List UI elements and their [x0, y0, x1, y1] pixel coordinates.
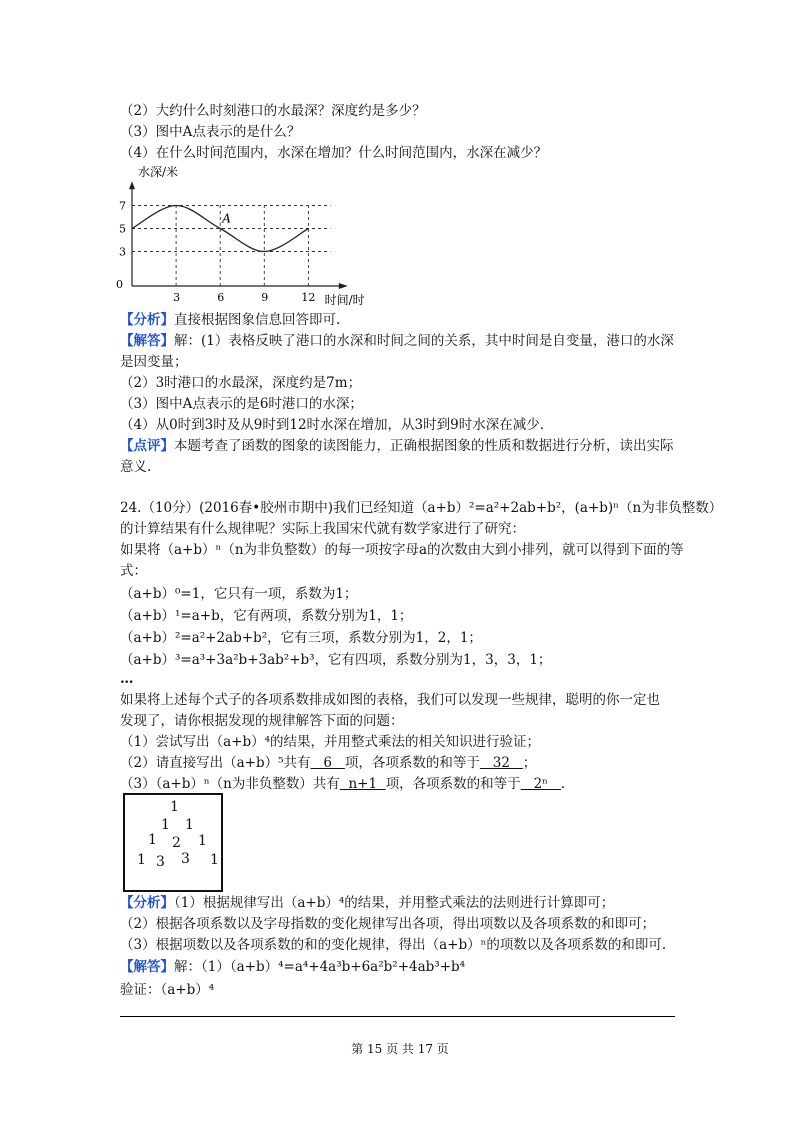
- comment-text-b: 意义.: [120, 459, 152, 475]
- answer2-tag: 【解答】: [120, 959, 174, 975]
- expansion-0: （a+b）⁰=1，它只有一项，系数为1；: [120, 586, 358, 602]
- ellipsis: …: [120, 671, 134, 687]
- answer-text-1b: 是因变量；: [120, 354, 188, 370]
- triangle-number: 3: [181, 851, 190, 867]
- sub-question-3-prefix: （3）（a+b）ⁿ（n为非负整数）共有: [120, 776, 340, 792]
- triangle-number: 1: [198, 833, 207, 849]
- analysis2-tag: 【分析】: [120, 895, 174, 911]
- answer-tag: 【解答】: [120, 333, 174, 349]
- x-tick-label: 3: [173, 291, 181, 304]
- analysis-text: 直接根据图象信息回答即可.: [174, 312, 341, 328]
- comment-line: [120, 436, 674, 456]
- analysis2-text-3: （3）根据项数以及各项系数的和的变化规律，得出（a+b）ⁿ的项数以及各项系数的和即可.: [120, 937, 667, 953]
- y-tick-label: 5: [119, 222, 126, 236]
- page-footer: 第 15 页 共 17 页: [351, 1042, 449, 1056]
- question-2: （2）大约什么时刻港口的水最深？深度约是多少？: [120, 103, 426, 119]
- answer-blank-terms-n-value: n+1: [348, 776, 378, 792]
- footer-rule: [120, 1016, 675, 1017]
- y-axis-label: 水深/米: [138, 165, 179, 179]
- answer-line-1: [120, 331, 674, 351]
- q24-intro-2: 的计算结果有什么规律呢？实际上我国宋代就有数学家进行了研究：: [120, 521, 525, 537]
- answer-blank-sum-5-value: 32: [492, 755, 510, 771]
- answer-text-1a: 解：(1）表格反映了港口的水深和时间之间的关系，其中时间是自变量，港口的水深: [174, 333, 674, 349]
- sub-question-3-end: .: [560, 776, 566, 792]
- answer-text-4: （4）从0时到3时及从9时到12时水深在增加，从3时到9时水深在减少.: [120, 417, 545, 433]
- analysis-line: [120, 310, 340, 330]
- analysis2-line: [120, 893, 614, 913]
- question-4: （4）在什么时间范围内，水深在增加？什么时间范围内，水深在减少？: [120, 145, 548, 161]
- comment-tag: 【点评】: [120, 438, 174, 454]
- triangle-number: 1: [148, 832, 157, 848]
- sub-question-2-prefix: （2）请直接写出（a+b）⁵共有: [120, 755, 311, 771]
- origin-label: 0: [116, 278, 123, 291]
- sub-question-2-middle: 项，各项系数的和等于: [344, 755, 480, 771]
- comment-text-a: 本题考查了函数的图象的读图能力，正确根据图象的性质和数据进行分析，读出实际: [174, 438, 674, 454]
- answer-blank-sum-n-value: 2ⁿ: [533, 776, 548, 792]
- x-axis-arrow: [339, 283, 348, 289]
- triangle-number: 3: [156, 854, 165, 870]
- triangle-number: 1: [170, 799, 179, 815]
- q24-pattern-2: 发现了，请你根据发现的规律解答下面的问题：: [120, 713, 404, 729]
- analysis2-text-2: （2）根据各项系数以及字母指数的变化规律写出各项，得出项数以及各项系数的和即可；: [120, 916, 656, 932]
- sub-question-3-middle: 项，各项系数的和等于: [385, 776, 521, 792]
- expansion-1: （a+b）¹=a+b，它有两项，系数分别为1，1；: [120, 608, 413, 624]
- q24-pattern-1: 如果将上述每个式子的各项系数排成如图的表格，我们可以发现一些规律，聪明的你一定也: [120, 692, 660, 708]
- triangle-number: 1: [161, 817, 170, 833]
- analysis2-text-1: （1）根据规律写出（a+b）⁴的结果，并用整式乘法的法则进行计算即可；: [174, 895, 615, 911]
- sub-question-3: [120, 774, 565, 794]
- y-tick-label: 7: [119, 199, 126, 213]
- verify-text: 验证：（a+b）⁴: [120, 982, 215, 998]
- point-a-label: A: [222, 211, 231, 226]
- expansion-3: （a+b）³=a³+3a²b+3ab²+b³，它有四项，系数分别为1，3，3，1；: [120, 652, 552, 668]
- q24-intro-4: 式：: [120, 563, 147, 579]
- q24-intro-3: 如果将（a+b）ⁿ（n为非负整数）的每一项按字母a的次数由大到小排列，就可以得到下面的等: [120, 542, 684, 558]
- answer-blank-sum-5: [480, 755, 523, 771]
- answer-blank-terms-n: [340, 776, 386, 792]
- sub-question-1: （1）尝试写出（a+b）⁴的结果，并用整式乘法的相关知识进行验证；: [120, 734, 541, 750]
- triangle-number: 1: [210, 852, 219, 868]
- x-axis-label: 时间/时: [324, 293, 365, 307]
- sub-question-2: [120, 753, 536, 773]
- sub-question-2-end: ；: [522, 755, 537, 771]
- answer-blank-sum-n: [521, 776, 561, 792]
- answer-blank-terms-5: [311, 755, 345, 771]
- question-3: （3）图中A点表示的是什么？: [120, 124, 301, 140]
- analysis-tag: 【分析】: [120, 312, 174, 328]
- y-axis-arrow: [129, 181, 135, 189]
- pascal-triangle-box: [123, 793, 223, 892]
- answer-blank-terms-5-value: 6: [323, 755, 332, 771]
- answer-text-2: （2）3时港口的水最深，深度约是7m；: [120, 375, 362, 391]
- y-tick-label: 3: [119, 245, 126, 259]
- water-depth-chart: [110, 162, 410, 307]
- triangle-number: 1: [137, 852, 146, 868]
- q24-intro-1: 24.（10分）(2016春•胶州市期中)我们已经知道（a+b）²=a²+2ab+b²，(a+b)ⁿ（n为非负整数）: [120, 500, 723, 516]
- x-tick-label: 9: [261, 291, 269, 304]
- answer2-text: 解：（1）（a+b）⁴=a⁴+4a³b+6a²b²+4ab³+b⁴: [174, 959, 466, 975]
- answer2-line: [120, 957, 465, 977]
- x-tick-label: 12: [301, 291, 316, 304]
- x-tick-label: 6: [217, 291, 225, 304]
- answer-text-3: （3）图中A点表示的是6时港口的水深；: [120, 396, 363, 412]
- triangle-number: 2: [172, 835, 181, 851]
- expansion-2: （a+b）²=a²+2ab+b²，它有三项，系数分别为1，2，1；: [120, 630, 482, 646]
- triangle-number: 1: [185, 817, 194, 833]
